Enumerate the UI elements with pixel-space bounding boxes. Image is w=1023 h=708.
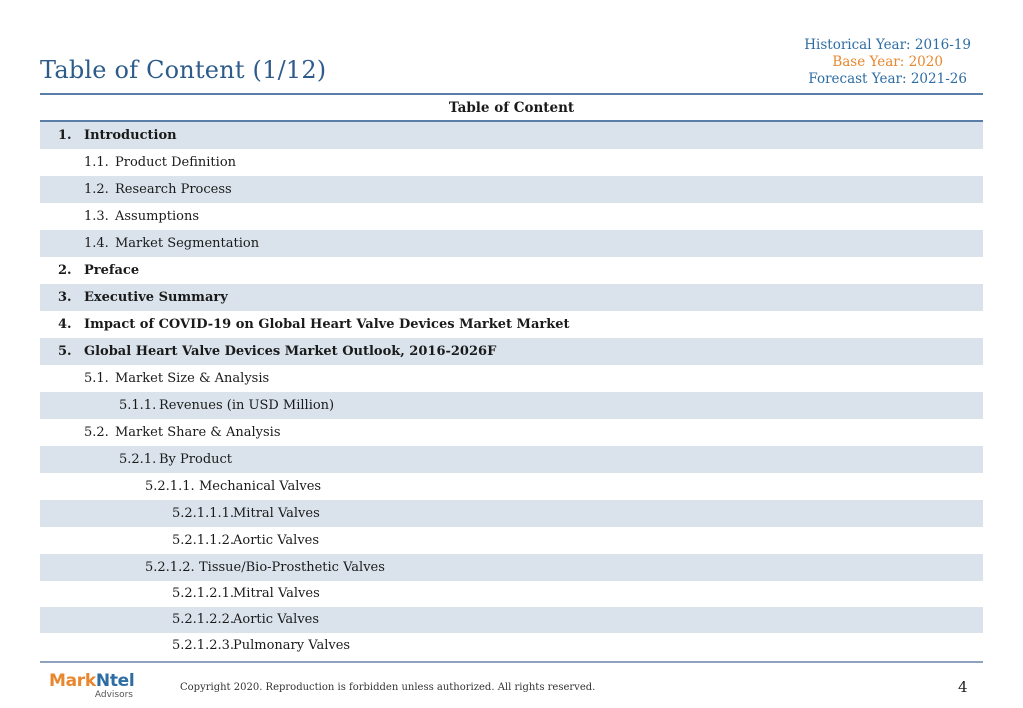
- logo-part-1: Mark: [49, 671, 96, 691]
- toc-row-number: 5.1.: [84, 371, 109, 386]
- toc-row-label: Market Size & Analysis: [115, 371, 270, 386]
- toc-row-label: Preface: [84, 263, 140, 278]
- logo-part-2: Ntel: [95, 671, 135, 691]
- page-number: 4: [958, 678, 968, 696]
- toc-row-number: 5.2.1.1.1.: [172, 506, 235, 521]
- logo-wordmark: [49, 672, 139, 690]
- toc-row-label: Mitral Valves: [233, 586, 320, 601]
- base-year: Base Year: 2020: [832, 54, 943, 70]
- logo-subtitle: Advisors: [94, 690, 133, 700]
- toc-row[interactable]: [40, 284, 983, 311]
- toc-row-number: 5.2.1.: [119, 452, 157, 467]
- year-info: [804, 37, 971, 88]
- toc-row[interactable]: [40, 365, 983, 392]
- toc-row[interactable]: [40, 446, 983, 473]
- toc-row[interactable]: [40, 607, 983, 633]
- toc-row-number: 5.2.1.2.: [145, 560, 195, 575]
- toc-row-label: Introduction: [84, 128, 177, 143]
- toc-row[interactable]: [40, 419, 983, 446]
- toc-row[interactable]: [40, 203, 983, 230]
- toc-row-number: 4.: [58, 317, 72, 332]
- title-divider: [40, 93, 983, 95]
- toc-row-number: 1.1.: [84, 155, 109, 170]
- toc-row-number: 5.2.1.2.2.: [172, 612, 235, 627]
- toc-row[interactable]: [40, 257, 983, 284]
- toc-row-number: 2.: [58, 263, 72, 278]
- toc-row-number: 5.1.1.: [119, 398, 157, 413]
- copyright-notice: Copyright 2020. Reproduction is forbidden unless authorized. All rights reserved.: [180, 682, 596, 693]
- toc-row-label: Market Share & Analysis: [115, 425, 281, 440]
- toc-row-label: Aortic Valves: [233, 533, 320, 548]
- toc-row-label: Market Segmentation: [115, 236, 260, 251]
- toc-row[interactable]: [40, 392, 983, 419]
- toc-row-number: 5.2.1.2.1.: [172, 586, 235, 601]
- toc-row-label: Assumptions: [115, 209, 200, 224]
- toc-row-label: Research Process: [115, 182, 232, 197]
- toc-row-number: 5.: [58, 344, 72, 359]
- toc-heading: Table of Content: [40, 96, 983, 122]
- forecast-year: Forecast Year: 2021-26: [808, 71, 967, 87]
- toc-row-label: Mechanical Valves: [199, 479, 322, 494]
- toc-row[interactable]: [40, 554, 983, 581]
- historical-year: Historical Year: 2016-19: [804, 37, 971, 53]
- toc-row[interactable]: [40, 122, 983, 149]
- toc-row-number: 1.4.: [84, 236, 109, 251]
- toc-row[interactable]: [40, 230, 983, 257]
- toc-row-number: 5.2.1.1.2.: [172, 533, 235, 548]
- toc-row[interactable]: [40, 473, 983, 500]
- toc-row[interactable]: [40, 176, 983, 203]
- toc-row-label: Revenues (in USD Million): [159, 398, 335, 413]
- toc-row-label: By Product: [159, 452, 233, 467]
- toc-row[interactable]: [40, 633, 983, 659]
- toc-row-label: Impact of COVID-19 on Global Heart Valve Devices Market Market: [84, 317, 570, 332]
- toc-row[interactable]: [40, 149, 983, 176]
- toc-row[interactable]: [40, 527, 983, 554]
- toc-row-number: 3.: [58, 290, 72, 305]
- toc-row-number: 5.2.1.1.: [145, 479, 195, 494]
- toc-row-label: Aortic Valves: [233, 612, 320, 627]
- toc-row[interactable]: [40, 581, 983, 607]
- toc-row-number: 1.: [58, 128, 72, 143]
- toc-row[interactable]: [40, 338, 983, 365]
- toc-row-label: Tissue/Bio-Prosthetic Valves: [199, 560, 385, 575]
- toc-row-label: Product Definition: [115, 155, 237, 170]
- toc-row[interactable]: [40, 311, 983, 338]
- toc-row-label: Pulmonary Valves: [233, 638, 351, 653]
- toc-row-number: 5.2.1.2.3.: [172, 638, 235, 653]
- page-title: Table of Content (1/12): [40, 56, 327, 84]
- toc-row-label: Mitral Valves: [233, 506, 320, 521]
- toc-row-label: Executive Summary: [84, 290, 228, 305]
- toc-row-label: Global Heart Valve Devices Market Outlook, 2016-2026F: [84, 344, 497, 359]
- toc-row-number: 5.2.: [84, 425, 109, 440]
- table-of-content: [40, 96, 983, 659]
- toc-row[interactable]: [40, 500, 983, 527]
- toc-row-number: 1.3.: [84, 209, 109, 224]
- company-logo: [49, 672, 139, 704]
- footer-divider: [40, 661, 983, 663]
- toc-row-number: 1.2.: [84, 182, 109, 197]
